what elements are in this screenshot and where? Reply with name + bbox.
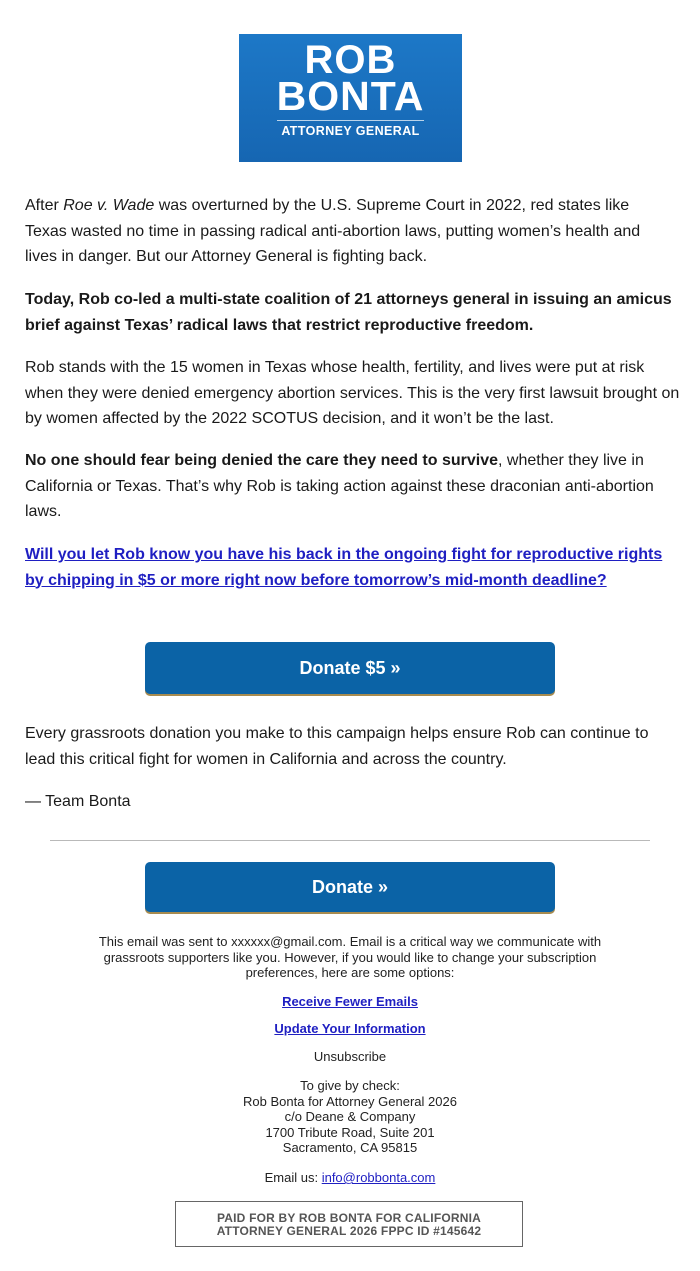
- check-line-4: Sacramento, CA 95815: [282, 1140, 418, 1155]
- donate-5-button[interactable]: Donate $5 »: [145, 642, 555, 694]
- logo-line-bonta: BONTA: [276, 73, 425, 119]
- intro-text-b: was overturned by the U.S. Supreme Court in 2022, red states like Texas wasted no time in passing radical anti-abortion laws, putting women’s health and lives in danger. But our Attorney General is fighting back.: [25, 197, 641, 265]
- grassroots-paragraph: Every grassroots donation you make to this campaign helps ensure Rob can continue to lead this critical fight for women in California and across the country.: [25, 725, 649, 768]
- update-info-row: [70, 1021, 630, 1037]
- rob-bonta-logo: [239, 34, 462, 162]
- check-line-2: c/o Deane & Company: [284, 1109, 416, 1124]
- check-title: To give by check:: [300, 1078, 400, 1093]
- lawsuit-paragraph: Rob stands with the 15 women in Texas whose health, fertility, and lives were put at risk when they were denied emergency abortion services. This is the very first lawsuit brought on by women affected by the 2022 SCOTUS decision, and it won’t be the last.: [25, 359, 680, 427]
- paid-for-disclaimer: [175, 1201, 523, 1247]
- coalition-paragraph: Today, Rob co-led a multi-state coalition of 21 attorneys general in issuing an amicus brief against Texas’ radical laws that restrict reproductive freedom.: [25, 291, 672, 334]
- care-paragraph: [25, 448, 675, 525]
- email-us-label: Email us:: [264, 1170, 322, 1185]
- check-line-3: 1700 Tribute Road, Suite 201: [265, 1124, 435, 1140]
- intro-paragraph: [25, 193, 675, 270]
- logo-subtitle: ATTORNEY GENERAL: [277, 120, 423, 141]
- divider: [50, 840, 650, 841]
- intro-case-name: Roe v. Wade: [63, 197, 155, 214]
- paid-line-2: ATTORNEY GENERAL 2026 FPPC ID #145642: [216, 1224, 482, 1238]
- check-line-1: Rob Bonta for Attorney General 2026: [243, 1093, 457, 1109]
- receive-fewer-emails-link[interactable]: Receive Fewer Emails: [282, 994, 418, 1009]
- unsubscribe-link[interactable]: Unsubscribe: [313, 1049, 387, 1064]
- check-address-block: [70, 1078, 630, 1156]
- signoff: — Team Bonta: [25, 793, 131, 810]
- care-bold-text: No one should fear being denied the care they need to survive: [25, 452, 498, 469]
- email-us-row: [70, 1170, 630, 1186]
- update-information-link[interactable]: Update Your Information: [274, 1021, 426, 1036]
- cta-paragraph: [25, 542, 675, 593]
- donate-cta-link[interactable]: Will you let Rob know you have his back in the ongoing fight for reproductive rights by chipping in $5 or more right now before tomorrow’s mid-month deadline?: [25, 546, 663, 589]
- email-address-link[interactable]: info@robbonta.com: [321, 1170, 436, 1185]
- care-rest-text: , whether they live in California or Texas. That’s why Rob is taking action against these draconian anti-abortion laws.: [25, 452, 654, 520]
- subscription-notice: This email was sent to xxxxxx@gmail.com. Email is a critical way we communicate with grassroots supporters like you. However, if you would like to change your subscription preferences, here are some options:: [98, 934, 602, 980]
- donate-button[interactable]: Donate »: [145, 862, 555, 912]
- paid-line-1: PAID FOR BY ROB BONTA FOR CALIFORNIA: [216, 1211, 482, 1225]
- fewer-emails-row: [70, 994, 630, 1010]
- intro-text-a: After: [25, 197, 64, 214]
- logo-line-rob: ROB: [304, 38, 397, 82]
